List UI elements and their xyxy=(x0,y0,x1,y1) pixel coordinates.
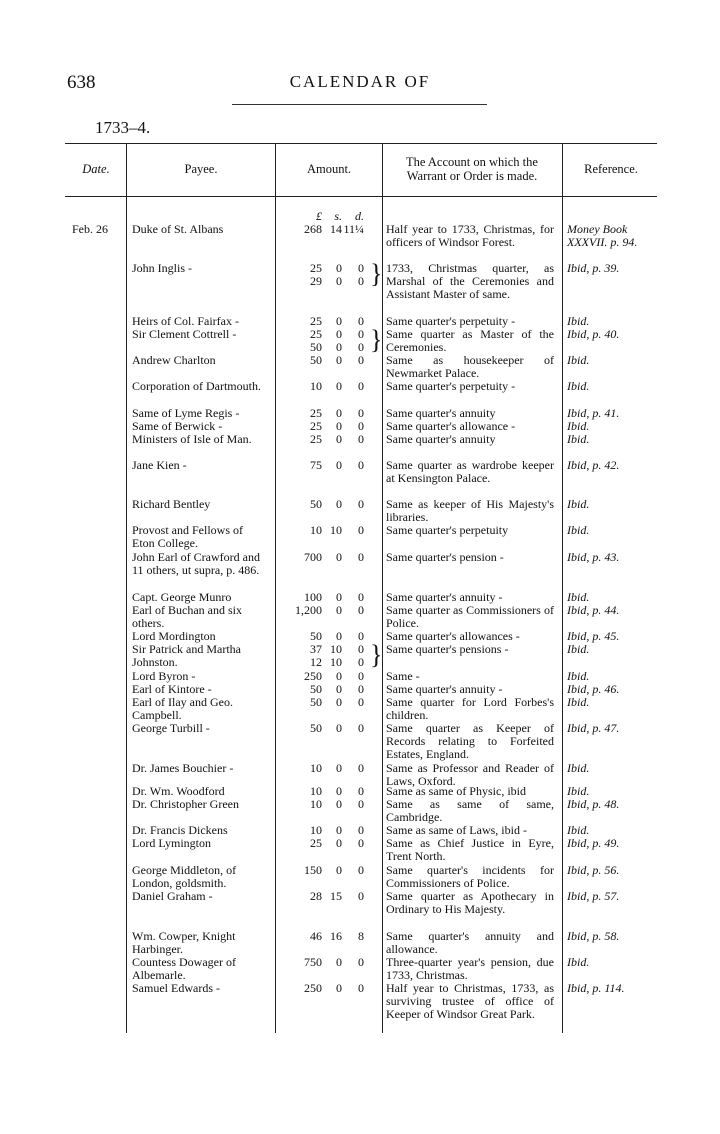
row-amount xyxy=(282,656,378,669)
row-reference: Ibid. xyxy=(567,314,590,328)
amount-pounds: 25 xyxy=(310,314,322,328)
amount-shillings: 0 xyxy=(336,797,342,811)
row-reference: Ibid, p. 49. xyxy=(567,836,620,850)
amount-shillings: 0 xyxy=(336,406,342,420)
row-account: Same quarter's pensions - xyxy=(386,642,509,656)
amount-pounds: 28 xyxy=(310,889,322,903)
amount-pounds: 50 xyxy=(310,497,322,511)
amount-pence: 0 xyxy=(358,340,364,354)
amount-pence: 0 xyxy=(358,823,364,837)
amount-pence: 0 xyxy=(358,669,364,683)
row-amount xyxy=(282,696,378,709)
amount-pounds: 25 xyxy=(310,327,322,341)
amount-pence: 0 xyxy=(358,655,364,669)
amount-shillings: 0 xyxy=(336,981,342,995)
header-payee: Payee. xyxy=(184,162,218,176)
amount-brace: } xyxy=(370,324,383,355)
row-account: 1733, Christmas quarter, as Marshal of the Ceremonies and Assistant Master of same. xyxy=(386,261,554,301)
row-reference: Ibid. xyxy=(567,432,590,446)
row-reference: Ibid, p. 46. xyxy=(567,682,620,696)
amount-shillings: 0 xyxy=(336,432,342,446)
row-amount xyxy=(282,837,378,850)
amount-shillings: 0 xyxy=(336,603,342,617)
amount-shillings: 0 xyxy=(336,261,342,275)
row-payee: Earl of Ilay and Geo. Campbell. xyxy=(132,695,233,722)
row-account: Same quarter's pension - xyxy=(386,550,504,564)
row-amount xyxy=(282,864,378,877)
amount-pounds: 50 xyxy=(310,353,322,367)
amount-pence: 0 xyxy=(358,836,364,850)
row-payee: Same of Lyme Regis - xyxy=(132,406,240,420)
amount-pounds: 37 xyxy=(310,642,322,656)
amount-pounds: 75 xyxy=(310,458,322,472)
row-amount xyxy=(282,275,378,288)
amount-pence: 0 xyxy=(358,353,364,367)
row-reference: Ibid. xyxy=(567,784,590,798)
row-amount xyxy=(282,498,378,511)
amount-shillings: 0 xyxy=(336,695,342,709)
amount-pence: 0 xyxy=(358,406,364,420)
row-account: Same quarter for Lord Forbes's children. xyxy=(386,695,554,722)
amount-pence: 0 xyxy=(358,523,364,537)
row-payee: George Turbill - xyxy=(132,721,210,735)
amount-pounds: 46 xyxy=(310,929,322,943)
row-account: Same as keeper of His Majesty's libraries. xyxy=(386,497,554,524)
row-payee: Dr. Christopher Green xyxy=(132,797,239,811)
row-payee: Provost and Fellows of Eton College. xyxy=(132,523,243,550)
amount-pence: 0 xyxy=(358,458,364,472)
row-amount xyxy=(282,524,378,537)
row-reference: Money Book XXXVII. p. 94. xyxy=(567,222,638,249)
row-account: Same quarter's annuity xyxy=(386,432,496,446)
row-reference: Ibid, p. 40. xyxy=(567,327,620,341)
row-reference: Ibid, p. 57. xyxy=(567,889,620,903)
amount-pounds: 10 xyxy=(310,784,322,798)
amount-pounds: 10 xyxy=(310,823,322,837)
row-reference: Ibid, p. 48. xyxy=(567,797,620,811)
amount-shillings: 0 xyxy=(336,340,342,354)
amount-pence: 0 xyxy=(358,863,364,877)
amount-pence: 11¼ xyxy=(343,222,364,236)
amount-shillings: 14 xyxy=(330,222,342,236)
table-top-rule xyxy=(65,143,657,144)
amount-pounds: 250 xyxy=(304,981,322,995)
amount-pence: 0 xyxy=(358,432,364,446)
row-account: Same as housekeeper of Newmarket Palace. xyxy=(386,353,554,380)
amount-pounds: 700 xyxy=(304,550,322,564)
amount-pounds: 50 xyxy=(310,721,322,735)
row-reference: Ibid. xyxy=(567,695,590,709)
amount-shillings: 0 xyxy=(336,314,342,328)
pound-unit: £ xyxy=(316,209,322,223)
row-reference: Ibid. xyxy=(567,955,590,969)
amount-shillings: 0 xyxy=(336,823,342,837)
row-account: Same quarter's perpetuity xyxy=(386,523,509,537)
header-rule xyxy=(232,104,487,105)
row-reference: Ibid, p. 43. xyxy=(567,550,620,564)
running-head: CALENDAR OF xyxy=(289,72,431,91)
row-payee: Richard Bentley xyxy=(132,497,211,511)
shilling-unit: s. xyxy=(334,209,342,223)
row-payee: Lord Mordington xyxy=(132,629,216,643)
amount-pence: 0 xyxy=(358,889,364,903)
row-amount xyxy=(282,890,378,903)
amount-shillings: 0 xyxy=(336,761,342,775)
amount-pounds: 10 xyxy=(310,379,322,393)
row-date: Feb. 26 xyxy=(72,222,108,236)
amount-pence: 0 xyxy=(358,379,364,393)
row-reference: Ibid. xyxy=(567,669,590,683)
pence-unit: d. xyxy=(355,209,364,223)
amount-pence: 0 xyxy=(358,550,364,564)
amount-pence: 0 xyxy=(358,261,364,275)
amount-shillings: 0 xyxy=(336,419,342,433)
row-reference: Ibid, p. 45. xyxy=(567,629,620,643)
row-reference: Ibid. xyxy=(567,823,590,837)
amount-shillings: 0 xyxy=(336,836,342,850)
row-payee: Andrew Charlton xyxy=(132,353,216,367)
amount-pounds: 25 xyxy=(310,406,322,420)
column-divider xyxy=(562,143,563,1033)
row-amount xyxy=(282,223,378,236)
amount-shillings: 0 xyxy=(336,629,342,643)
row-payee: Capt. George Munro xyxy=(132,590,232,604)
row-account: Same as same of Physic, ibid xyxy=(386,784,526,798)
row-reference: Ibid. xyxy=(567,353,590,367)
amount-pounds: 268 xyxy=(304,222,322,236)
amount-pence: 0 xyxy=(358,419,364,433)
amount-pounds: 12 xyxy=(310,655,322,669)
row-reference: Ibid, p. 44. xyxy=(567,603,620,617)
amount-pence: 0 xyxy=(358,784,364,798)
row-reference: Ibid. xyxy=(567,590,590,604)
row-payee: Lord Byron - xyxy=(132,669,196,683)
row-account: Same quarter's perpetuity - xyxy=(386,314,516,328)
header-reference: Reference. xyxy=(584,162,638,176)
row-account: Same quarter's allowance - xyxy=(386,419,516,433)
amount-pounds: 1,200 xyxy=(295,603,322,617)
amount-shillings: 10 xyxy=(330,655,342,669)
row-account: Same quarter's allowances - xyxy=(386,629,520,643)
amount-shillings: 15 xyxy=(330,889,342,903)
amount-pounds: 25 xyxy=(310,419,322,433)
row-account: Three-quarter year's pension, due 1733, Christmas. xyxy=(386,955,554,982)
row-payee: Ministers of Isle of Man. xyxy=(132,432,252,446)
amount-shillings: 10 xyxy=(330,642,342,656)
row-payee: Earl of Kintore - xyxy=(132,682,212,696)
row-payee: Same of Berwick - xyxy=(132,419,223,433)
amount-shillings: 0 xyxy=(336,682,342,696)
header-account: The Account on which the Warrant or Order is made. xyxy=(406,155,538,183)
row-account: Same quarter's annuity xyxy=(386,406,496,420)
row-payee: Daniel Graham - xyxy=(132,889,213,903)
row-account: Same quarter's annuity - xyxy=(386,590,503,604)
row-account: Same as Professor and Reader of Laws, Oxford. xyxy=(386,761,554,788)
row-reference: Ibid. xyxy=(567,379,590,393)
amount-pounds: 29 xyxy=(310,274,322,288)
amount-pounds: 10 xyxy=(310,797,322,811)
amount-pence: 0 xyxy=(358,314,364,328)
amount-brace: } xyxy=(370,258,383,289)
row-payee: Countess Dowager of Albemarle. xyxy=(132,955,236,982)
amount-shillings: 16 xyxy=(330,929,342,943)
amount-pence: 0 xyxy=(358,327,364,341)
row-account: Half year to 1733, Christmas, for officers of Windsor Forest. xyxy=(386,222,554,249)
amount-pounds: 250 xyxy=(304,669,322,683)
amount-pounds: 25 xyxy=(310,836,322,850)
row-payee: John Earl of Crawford and 11 others, ut supra, p. 486. xyxy=(132,550,260,577)
row-reference: Ibid. xyxy=(567,497,590,511)
row-payee: John Inglis - xyxy=(132,261,192,275)
amount-pence: 8 xyxy=(358,929,364,943)
row-amount xyxy=(282,551,378,564)
row-payee: George Middleton, of London, goldsmith. xyxy=(132,863,237,890)
amount-pence: 0 xyxy=(358,955,364,969)
amount-pounds: 50 xyxy=(310,629,322,643)
amount-pounds: 750 xyxy=(304,955,322,969)
amount-pence: 0 xyxy=(358,642,364,656)
row-account: Same as same of same, Cambridge. xyxy=(386,797,554,824)
row-amount xyxy=(282,459,378,472)
row-amount xyxy=(282,354,378,367)
amount-brace: } xyxy=(370,639,383,670)
header-amount: Amount. xyxy=(306,162,352,176)
amount-pounds: 50 xyxy=(310,682,322,696)
row-reference: Ibid, p. 41. xyxy=(567,406,620,420)
row-account: Same - xyxy=(386,669,420,683)
amount-pence: 0 xyxy=(358,603,364,617)
row-amount xyxy=(282,956,378,969)
column-divider xyxy=(275,143,276,1033)
row-payee: Corporation of Dartmouth. xyxy=(132,379,261,393)
row-account: Same quarter as wardrobe keeper at Kensington Palace. xyxy=(386,458,554,485)
amount-pence: 0 xyxy=(358,981,364,995)
row-reference: Ibid, p. 39. xyxy=(567,261,620,275)
row-reference: Ibid. xyxy=(567,761,590,775)
amount-pence: 0 xyxy=(358,797,364,811)
amount-shillings: 0 xyxy=(336,353,342,367)
amount-pounds: 10 xyxy=(310,523,322,537)
row-payee: Heirs of Col. Fairfax - xyxy=(132,314,239,328)
header-date: Date. xyxy=(82,162,110,176)
amount-shillings: 0 xyxy=(336,550,342,564)
amount-shillings: 0 xyxy=(336,863,342,877)
row-account: Half year to Christmas, 1733, as surviving trustee of office of Keeper of Windsor Great Park. xyxy=(386,981,554,1021)
row-reference: Ibid. xyxy=(567,419,590,433)
row-payee: Sir Patrick and Martha Johnston. xyxy=(132,642,241,669)
row-payee: Lord Lymington xyxy=(132,836,211,850)
row-reference: Ibid. xyxy=(567,642,590,656)
page-number: 638 xyxy=(67,72,96,93)
row-payee: Wm. Cowper, Knight Harbinger. xyxy=(132,929,236,956)
row-reference: Ibid, p. 47. xyxy=(567,721,620,735)
amount-pence: 0 xyxy=(358,274,364,288)
amount-shillings: 10 xyxy=(330,523,342,537)
row-account: Same quarter as Master of the Ceremonies. xyxy=(386,327,554,354)
amount-shillings: 0 xyxy=(336,590,342,604)
amount-pence: 0 xyxy=(358,721,364,735)
row-payee: Sir Clement Cottrell - xyxy=(132,327,237,341)
amount-pounds: 10 xyxy=(310,761,322,775)
row-reference: Ibid, p. 114. xyxy=(567,981,625,995)
row-amount xyxy=(282,722,378,735)
row-payee: Earl of Buchan and six others. xyxy=(132,603,242,630)
row-payee: Jane Kien - xyxy=(132,458,187,472)
amount-shillings: 0 xyxy=(336,274,342,288)
amount-pounds: 50 xyxy=(310,695,322,709)
amount-pounds: 25 xyxy=(310,432,322,446)
amount-shillings: 0 xyxy=(336,327,342,341)
row-amount xyxy=(282,762,378,775)
row-amount xyxy=(282,433,378,446)
amount-shillings: 0 xyxy=(336,721,342,735)
row-account: Same quarter's incidents for Commissioners of Police. xyxy=(386,863,554,890)
row-account: Same quarter's annuity - xyxy=(386,682,503,696)
amount-pence: 0 xyxy=(358,695,364,709)
row-reference: Ibid, p. 42. xyxy=(567,458,620,472)
amount-shillings: 0 xyxy=(336,955,342,969)
column-divider xyxy=(126,143,127,1033)
row-account: Same quarter as Apothecary in Ordinary to His Majesty. xyxy=(386,889,554,916)
row-account: Same quarter as Commissioners of Police. xyxy=(386,603,554,630)
amount-pence: 0 xyxy=(358,682,364,696)
amount-shillings: 0 xyxy=(336,669,342,683)
row-payee: Duke of St. Albans xyxy=(132,222,224,236)
amount-pounds: 150 xyxy=(304,863,322,877)
row-account: Same as same of Laws, ibid - xyxy=(386,823,527,837)
row-amount xyxy=(282,380,378,393)
amount-pence: 0 xyxy=(358,590,364,604)
amount-shillings: 0 xyxy=(336,458,342,472)
row-amount xyxy=(282,930,378,943)
amount-pence: 0 xyxy=(358,497,364,511)
amount-pounds: 50 xyxy=(310,340,322,354)
amount-pounds: 100 xyxy=(304,590,322,604)
row-account: Same quarter's annuity and allowance. xyxy=(386,929,554,956)
row-account: Same quarter's perpetuity - xyxy=(386,379,516,393)
row-account: Same quarter as Keeper of Records relating to Forfeited Estates, England. xyxy=(386,721,554,761)
amount-shillings: 0 xyxy=(336,784,342,798)
amount-pounds: 25 xyxy=(310,261,322,275)
row-amount xyxy=(282,982,378,995)
amount-pence: 0 xyxy=(358,629,364,643)
amount-shillings: 0 xyxy=(336,379,342,393)
row-amount xyxy=(282,604,378,617)
amount-pence: 0 xyxy=(358,761,364,775)
year-heading: 1733–4. xyxy=(95,118,151,137)
row-payee: Dr. Francis Dickens xyxy=(132,823,228,837)
row-account: Same as Chief Justice in Eyre, Trent North. xyxy=(386,836,554,863)
row-amount xyxy=(282,798,378,811)
row-payee: Samuel Edwards - xyxy=(132,981,220,995)
row-payee: Dr. Wm. Woodford xyxy=(132,784,225,798)
row-payee: Dr. James Bouchier - xyxy=(132,761,234,775)
row-reference: Ibid, p. 56. xyxy=(567,863,620,877)
table-header-rule xyxy=(65,196,657,197)
row-reference: Ibid, p. 58. xyxy=(567,929,620,943)
row-reference: Ibid. xyxy=(567,523,590,537)
amount-shillings: 0 xyxy=(336,497,342,511)
